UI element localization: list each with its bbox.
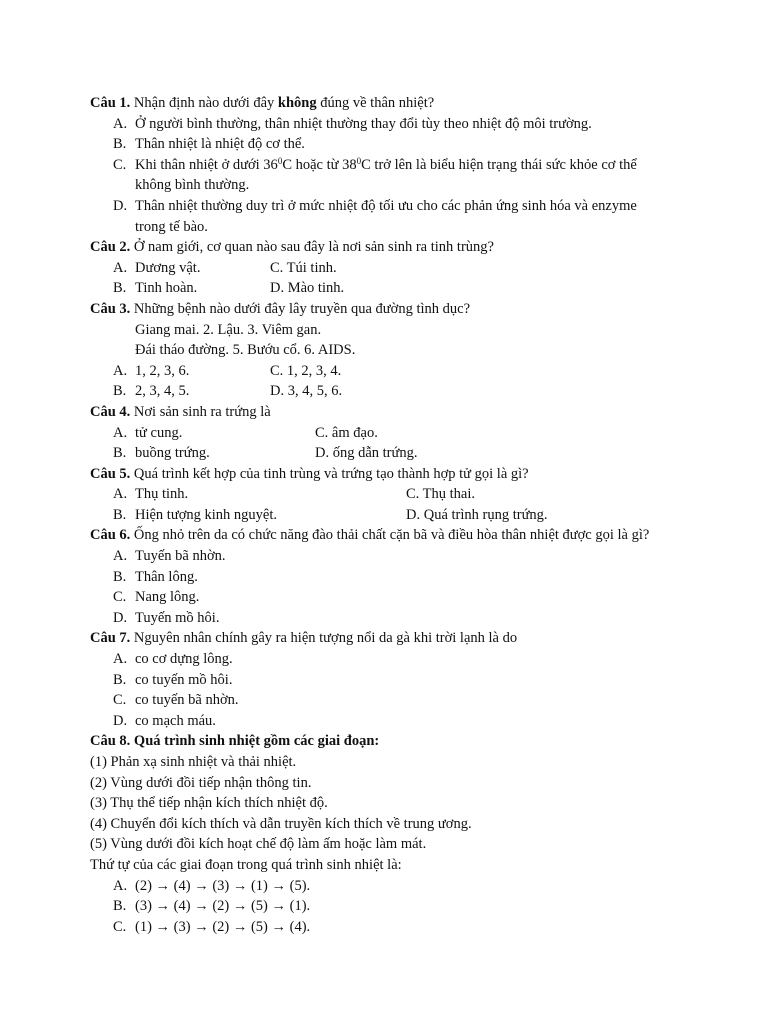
- emphasis-text: không: [277, 95, 317, 111]
- option-d: D. Tuyến mồ hôi.: [113, 609, 220, 626]
- option-c: C. Khi thân nhiệt ở dưới $36^0C$ hoặc từ $38^0C$ trở lên là biểu hiện trạng thái sức khỏe cơ thể: [113, 155, 637, 173]
- option-row-bd: B. buồng trứng. D. ống dẫn trứng.: [113, 445, 418, 462]
- option-row-bd: B. 2, 3, 4, 5. D. 3, 4, 5, 6.: [113, 383, 343, 400]
- option-c-continuation: không bình thường.: [135, 177, 250, 194]
- question-label: Câu 4.: [90, 403, 131, 420]
- question-2: Câu 2. Ở nam giới, cơ quan nào sau đây là nơi sản sinh ra tinh trùng?: [90, 239, 494, 256]
- question-5: Câu 5. Quá trình kết hợp của tinh trùng và trứng tạo thành hợp tử gọi là gì?: [90, 465, 529, 482]
- disease-list-2: Đái tháo đường. 5. Bướu cổ. 6. AIDS.: [135, 342, 356, 359]
- option-d: D. Thân nhiệt thường duy trì ở mức nhiệt độ tối ưu cho các phản ứng sinh hóa và enzyme: [113, 197, 637, 214]
- question-label: Câu 3.: [90, 300, 131, 317]
- disease-list-1: Giang mai. 2. Lậu. 3. Viêm gan.: [135, 321, 322, 338]
- question-label: Câu 2.: [90, 239, 131, 256]
- option-d: D. co mạch máu.: [113, 712, 216, 729]
- option-a: A. (2) → (4) → (3) → (1) → (5).: [113, 877, 311, 894]
- question-4: Câu 4. Nơi sản sinh ra trứng là: [90, 403, 271, 420]
- step-3: (3) Thụ thể tiếp nhận kích thích nhiệt độ.: [90, 795, 328, 812]
- question-7: Câu 7. Nguyên nhân chính gây ra hiện tượng nổi da gà khi trời lạnh là do: [90, 630, 518, 647]
- option-row-ac: A. Thụ tinh. C. Thụ thai.: [113, 486, 476, 503]
- option-a: A. Tuyến bã nhờn.: [113, 548, 226, 565]
- step-2: (2) Vùng dưới đồi tiếp nhận thông tin.: [90, 774, 312, 791]
- question-1: Câu 1. Nhận định nào dưới đây không đúng về thân nhiệt?: [90, 95, 435, 111]
- option-row-bd: B. Tinh hoàn. D. Mào tinh.: [113, 280, 345, 297]
- option-a: A. Ở người bình thường, thân nhiệt thường thay đổi tùy theo nhiệt độ môi trường.: [113, 115, 592, 132]
- question-text: Quá trình sinh nhiệt gồm các giai đoạn:: [133, 733, 380, 750]
- option-d-continuation: trong tế bào.: [135, 218, 208, 235]
- option-b: B. co tuyến mồ hôi.: [113, 671, 233, 688]
- order-prompt: Thứ tự của các giai đoạn trong quá trình sinh nhiệt là:: [90, 856, 402, 873]
- question-label: Câu 6.: [90, 527, 131, 544]
- step-5: (5) Vùng dưới đồi kích hoạt chế độ làm ấm hoặc làm mát.: [90, 836, 427, 853]
- question-label: Câu 5.: [90, 465, 131, 482]
- option-row-ac: A. Dương vật. C. Túi tinh.: [113, 259, 337, 276]
- option-b: B. Thân lông.: [113, 568, 198, 585]
- step-1: (1) Phản xạ sinh nhiệt và thải nhiệt.: [90, 754, 297, 770]
- question-8: [90, 731, 690, 752]
- option-row-ac: A. tử cung. C. âm đạo.: [113, 424, 378, 441]
- question-3: Câu 3. Những bệnh nào dưới đây lây truyền qua đường tình dục?: [90, 300, 471, 317]
- question-label: Câu 8.: [90, 733, 131, 750]
- option-a: A. co cơ dựng lông.: [113, 651, 233, 668]
- option-row-ac: A. 1, 2, 3, 6. C. 1, 2, 3, 4.: [113, 362, 342, 379]
- step-4: (4) Chuyển đổi kích thích và dẫn truyền kích thích về trung ương.: [90, 815, 472, 832]
- exam-document: [90, 93, 690, 937]
- option-row-bd: B. Hiện tượng kinh nguyệt. D. Quá trình rụng trứng.: [113, 506, 548, 523]
- option-b: B. Thân nhiệt là nhiệt độ cơ thể.: [113, 136, 305, 153]
- option-c: C. Nang lông.: [113, 589, 200, 606]
- question-label: Câu 7.: [90, 630, 131, 647]
- option-c: C. (1) → (3) → (2) → (5) → (4).: [113, 918, 311, 935]
- option-c: C. co tuyến bã nhờn.: [113, 692, 239, 709]
- question-6: Câu 6. Ống nhỏ trên da có chức năng đào thải chất cặn bã và điều hòa thân nhiệt được gọi là gì?: [90, 527, 650, 544]
- option-b: B. (3) → (4) → (2) → (5) → (1).: [113, 898, 311, 915]
- question-label: Câu 1.: [90, 95, 131, 111]
